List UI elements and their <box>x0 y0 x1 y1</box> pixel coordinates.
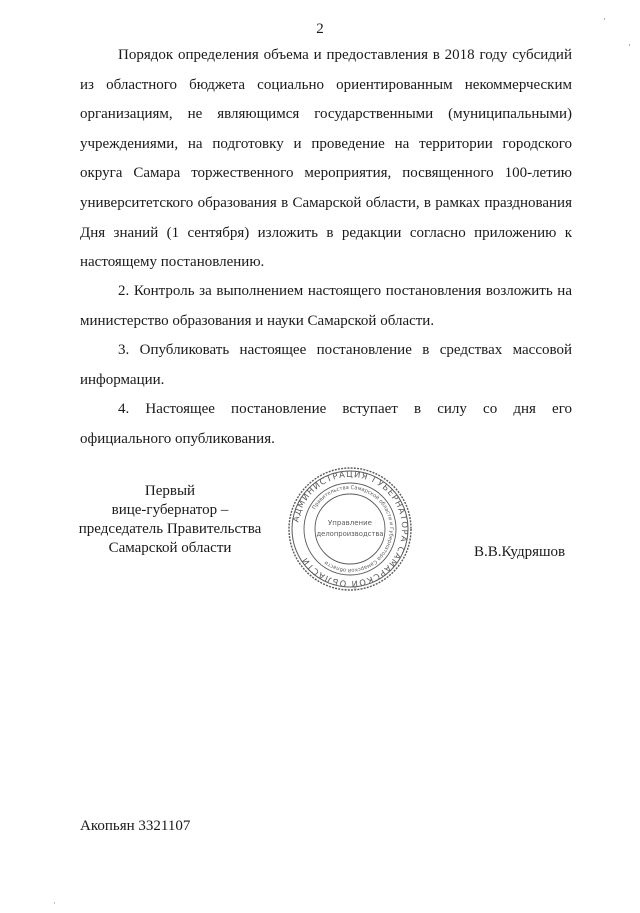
signer-name: В.В.Кудряшов <box>474 544 566 560</box>
signatory-line: Первый <box>144 483 196 499</box>
paragraph-4-line-1: 4. Настоящее постановление вступает в силу со дня его <box>118 401 572 417</box>
executor-note: Акопьян 3321107 <box>80 818 191 834</box>
stamp-center-line-1: Управление <box>328 519 372 527</box>
signatory-line: председатель Правительства <box>78 521 262 537</box>
stamp-outer-text: АДМИНИСТРАЦИЯ ГУБЕРНАТОРА САМАРСКОЙ ОБЛАСТИ <box>290 468 411 590</box>
stamp-inner-text: Правительства Самарской области и Губернатора Самарской области <box>311 484 395 574</box>
official-stamp <box>286 465 414 593</box>
stamp-seal <box>286 465 414 593</box>
paragraph-3: 3. Опубликовать настоящее постановление в средствах массовой информации. <box>80 342 572 388</box>
scan-mark: · <box>628 40 631 50</box>
paragraph-4 <box>80 395 572 454</box>
scan-mark: · <box>53 898 56 908</box>
paragraph-2: 2. Контроль за выполнением настоящего постановления возложить на министерство образования и науки Самарской области. <box>80 283 572 329</box>
scan-mark: · <box>603 14 606 24</box>
page-number: 2 <box>316 21 324 37</box>
signatory-title <box>60 482 280 558</box>
paragraph-4-line-2: официального опубликования. <box>80 430 275 447</box>
stamp-center-line-2: делопроизводства <box>316 530 384 538</box>
signatory-line: Самарской области <box>108 540 232 556</box>
paragraph-1: Порядок определения объема и предоставления в 2018 году субсидий из областного бюджета социально ориентированным некоммерческим организациям, не являющимся государственными (муниципальными) учреждениями, на подготовку и проведение на территории городского округа Самара торжественного мероприятия, посвященного 100-летию университетского образования в Самарской области, в рамках празднования Дня знаний (1 сентября) изложить в редакции согласно приложению к настоящему постановлению. <box>80 47 572 271</box>
signatory-line: вице-губернатор – <box>111 502 229 518</box>
